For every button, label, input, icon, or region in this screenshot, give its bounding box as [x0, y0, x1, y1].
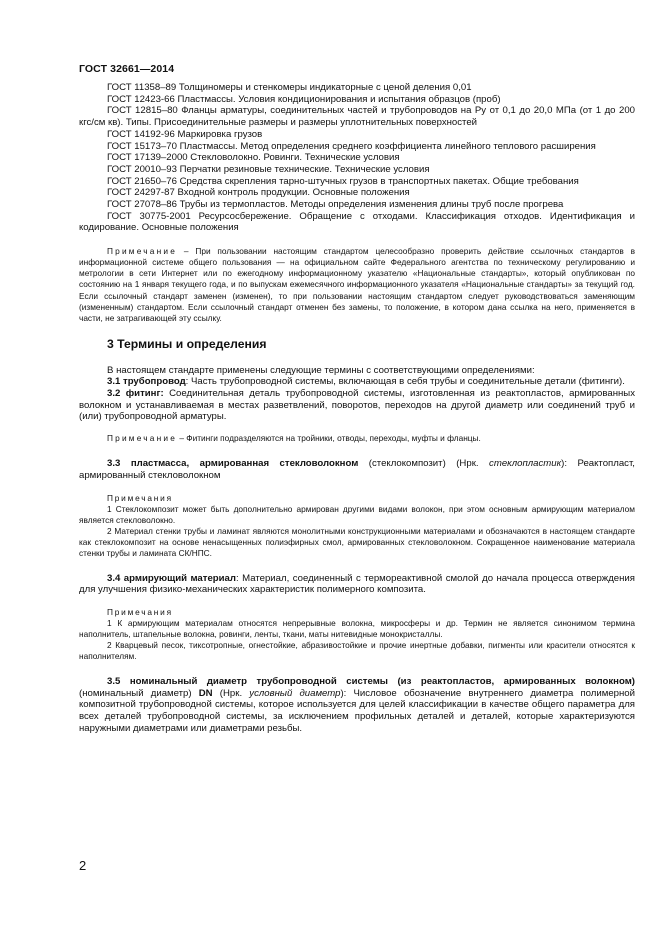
term-3-2-title: 3.2 фитинг:: [107, 387, 164, 399]
reference-item: ГОСТ 24297-87 Входной контроль продукции. Основные положения: [107, 187, 410, 199]
reference-item: ГОСТ 20010–93 Перчатки резиновые технические. Технические условия: [107, 163, 430, 175]
term-3-2-note: [79, 433, 635, 444]
term-3-5-title: 3.5 номинальный диаметр трубопроводной системы (из реактопластов, армированных волокном): [107, 675, 635, 687]
reference-item: ГОСТ 27078–86 Трубы из термопластов. Методы определения изменения длины труб после прогрева: [107, 199, 564, 211]
term-3-3-definition: ): Реактопласт, армированный стекловолокном: [79, 458, 635, 481]
reference-item: ГОСТ 30775-2001 Ресурсосбережение. Обращение с отходами. Классификация отходов. Идентификация и кодирование. Основные положения: [79, 210, 635, 234]
reference-list: [79, 82, 635, 234]
note-label: Примечание: [107, 246, 178, 257]
term-3-3: [79, 458, 635, 481]
reference-item: ГОСТ 12423-66 Пластмассы. Условия кондиционирования и испытания образцов (проб): [107, 93, 501, 105]
term-3-4-notes-heading: Примечания: [107, 606, 173, 617]
term-3-1-title: 3.1 трубопровод: [107, 376, 186, 388]
reference-item: ГОСТ 14192-96 Маркировка грузов: [107, 128, 263, 140]
reference-item: ГОСТ 15173–70 Пластмассы. Метод определения среднего коэффициента линейного теплового расширения: [107, 140, 596, 152]
term-3-3-title: 3.3 пластмасса, армированная стекловолокном: [107, 458, 359, 470]
term-3-1: [79, 376, 635, 388]
reference-item: ГОСТ 11358–89 Толщиномеры и стенкомеры индикаторные с ценой деления 0,01: [107, 82, 472, 93]
note-text: – Фитинги подразделяются на тройники, отводы, переходы, муфты и фланцы.: [177, 433, 481, 444]
references-note: [79, 246, 635, 324]
term-3-3-note-item: 1 Стеклокомпозит может быть дополнительно армирован другими видами волокон, при этом основным армирующим материалом является стекловолокно.: [79, 503, 635, 525]
term-3-3-note-item: 2 Материал стенки трубы и ламинат являются монолитными конструкционными материалами и обозначаются в настоящем стандарте как стеклокомпозит на основе ненасыщенных полиэфирных смол, армированных стекловолокном. Сокращенное наименование материала стенки трубы и ламината СК/НПС.: [79, 525, 635, 558]
term-3-2-definition: Соединительная деталь трубопроводной системы, изготовленная из реактопластов, армированных волокном и устанавливаемая в местах разветвлений, поворотов, переходов на другой диаметр или соединений труб и (или) трубопроводной арматуры.: [79, 387, 635, 423]
term-3-5-deprecated-prefix: (Нрк.: [212, 687, 250, 699]
term-3-4-definition: : Материал, соединенный с термореактивной смолой до начала процесса отверждения для улучшения физико-механических характеристик полимерного композита.: [79, 572, 635, 596]
term-3-4-note-item: 1 К армирующим материалам относятся непрерывные волокна, микросферы и др. Термин не является синонимом термина наполнитель, штапельные волокна, ровинги, ленты, ткани, маты нитевидные монокристаллы.: [79, 617, 635, 639]
term-3-2: [79, 388, 635, 423]
term-3-5: [79, 676, 635, 735]
note-text: – При пользовании настоящим стандартом целесообразно проверить действие ссылочных стандартов в информационной системе общего пользования — на официальном сайте Федерального агентства по техническому регулированию и метрологии в сети Интернет или по ежегодному информационному указателю «Национальные стандарты», который опубликован по состоянию на 1 января текущего года, и по выпускам ежемесячного информационного указателя «Национальные стандарты» за текущий год. Если ссылочный стандарт заменен (изменен), то при пользовании настоящим стандартом следует руководствоваться заменяющим (измененным) стандартом. Если ссылочный стандарт отменен без замены, то положение, в котором дана ссылка на него, применяется в части, не затрагивающей эту ссылку.: [79, 246, 635, 323]
term-3-4-title: 3.4 армирующий материал: [107, 572, 236, 584]
note-label: Примечание: [107, 433, 178, 444]
term-3-5-definition: ): Числовое обозначение внутреннего диаметра полимерной композитной трубопроводной системы, которое используется для целей классификации в качестве общего параметра для всех деталей трубопроводной системы, за исключением профильных деталей и деталей, которые характеризуются наружными диаметрами или диаметрами резьбы.: [79, 687, 635, 734]
document-body: [79, 82, 635, 734]
reference-item: ГОСТ 17139–2000 Стекловолокно. Ровинги. Технические условия: [107, 152, 400, 164]
reference-item: ГОСТ 21650–76 Средства скрепления тарно-штучных грузов в транспортных пакетах. Общие требования: [107, 175, 579, 187]
term-3-5-symbol: DN: [198, 687, 213, 699]
term-3-3-alt: (стеклокомпозит) (Нрк.: [358, 458, 490, 470]
document-header: ГОСТ 32661—2014: [79, 63, 175, 75]
section-title: 3 Термины и определения: [107, 336, 267, 351]
term-3-4: [79, 573, 635, 596]
term-3-5-alt: (номинальный диаметр): [79, 687, 199, 699]
term-3-5-deprecated: условный диаметр: [249, 687, 341, 699]
term-3-1-definition: : Часть трубопроводной системы, включающая в себя трубы и соединительные детали (фитинги).: [185, 376, 625, 388]
section-intro: В настоящем стандарте применены следующие термины с соответствующими определениями:: [107, 364, 535, 376]
term-3-4-note-item: 2 Кварцевый песок, тиксотропные, огнестойкие, абразивостойкие и прочие инертные добавки, пигменты или красители относятся к наполнителям.: [79, 639, 635, 661]
term-3-3-deprecated: стеклопластик: [489, 458, 562, 470]
reference-item: ГОСТ 12815–80 Фланцы арматуры, соединительных частей и трубопроводов на Ру от 0,1 до 20,0 МПа (от 1 до 200 кгс/см кв). Типы. Присоединительные размеры и размеры уплотнительных поверхностей: [79, 105, 635, 129]
page-number: 2: [79, 858, 87, 873]
term-3-3-notes-heading: Примечания: [107, 492, 173, 503]
